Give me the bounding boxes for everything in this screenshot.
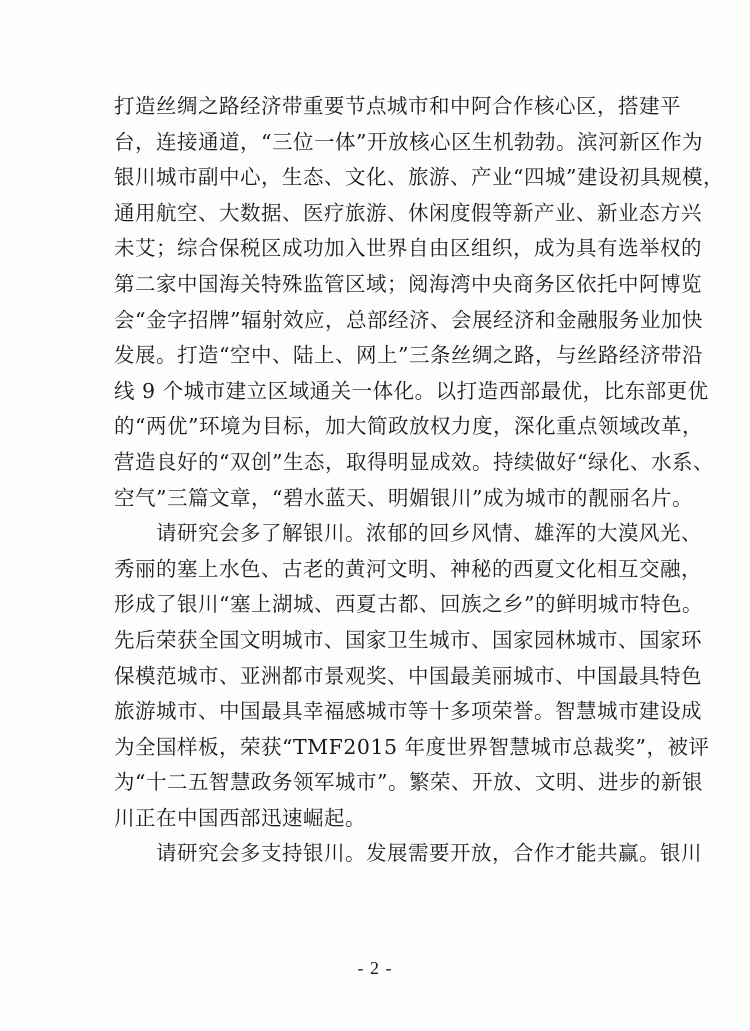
page-number: - 2 - (357, 958, 393, 978)
text-line: 第二家中国海关特殊监管区域；阅海湾中央商务区依托中阿博览 (114, 271, 702, 296)
text-line: 打造丝绸之路经济带重要节点城市和中阿合作核心区，搭建平 (114, 94, 681, 118)
text-line: 银川城市副中心，生态、文化、旅游、产业“四城”建设初具规模， (114, 165, 724, 190)
text-line: 的“两优”环境为目标，加大简政放权力度，深化重点领域改革， (114, 414, 703, 439)
text-line: 秀丽的塞上水色、古老的黄河文明、神秘的西夏文化相互交融， (114, 556, 702, 581)
text-line: 先后荣获全国文明城市、国家卫生城市、国家园林城市、国家环 (114, 627, 702, 652)
text-line: 会“金字招牌”辐射效应，总部经济、会展经济和金融服务业加快 (114, 307, 703, 332)
text-line: 形成了银川“塞上湖城、西夏古都、回族之乡”的鲜明城市特色。 (114, 592, 703, 617)
paragraph-start-line: 请研究会多了解银川。浓郁的回乡风情、雄浑的大漠风光、 (114, 521, 702, 546)
text-line: 为全国样板，荣获“TMF2015 年度世界智慧城市总裁奖”，被评 (114, 734, 710, 759)
text-line: 为“十二五智慧政务领军城市”。繁荣、开放、文明、进步的新银 (114, 770, 703, 795)
text-line: 台，连接通道，“三位一体”开放核心区生机勃勃。滨河新区作为 (114, 129, 703, 154)
paragraph-start-line: 请研究会多支持银川。发展需要开放，合作才能共赢。银川 (114, 841, 702, 866)
text-line: 未艾；综合保税区成功加入世界自由区组织，成为具有选举权的 (114, 236, 702, 261)
text-line: 通用航空、大数据、医疗旅游、休闲度假等新产业、新业态方兴 (114, 200, 702, 225)
text-line: 旅游城市、中国最具幸福感城市等十多项荣誉。智慧城市建设成 (114, 699, 702, 724)
text-line: 营造良好的“双创”生态，取得明显成效。持续做好“绿化、水系、 (114, 449, 714, 474)
text-line: 川正在中国西部迅速崛起。 (114, 805, 366, 830)
text-line: 空气”三篇文章，“碧水蓝天、明媚银川”成为城市的靓丽名片。 (114, 485, 693, 510)
text-line: 发展。打造“空中、陆上、网上”三条丝绸之路，与丝路经济带沿 (114, 343, 703, 368)
body-text (114, 89, 724, 872)
text-line: 保模范城市、亚洲都市景观奖、中国最美丽城市、中国最具特色 (114, 663, 702, 688)
text-line: 线 9 个城市建立区域通关一体化。以打造西部最优，比东部更优 (114, 378, 709, 403)
